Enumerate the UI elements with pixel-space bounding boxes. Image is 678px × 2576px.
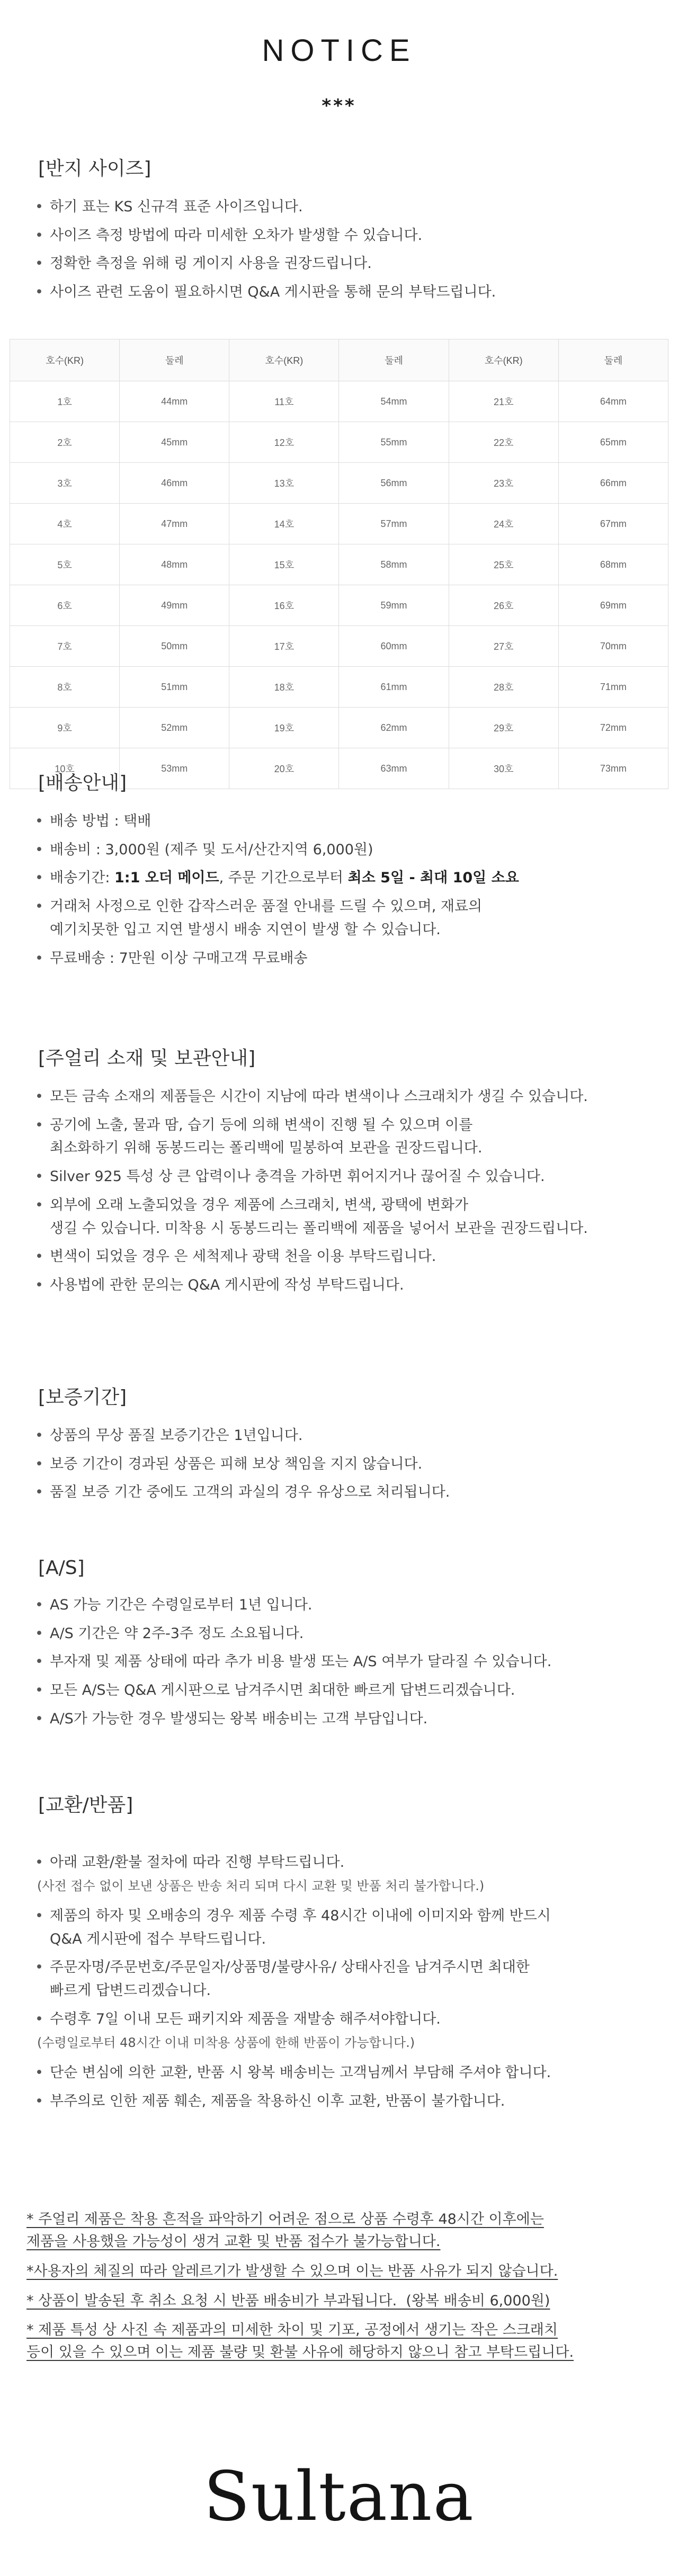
circumference-cell: 48mm: [120, 544, 229, 585]
size-cell: 18호: [229, 667, 339, 708]
delivery-period-mid: , 주문 기간으로부터: [219, 870, 348, 887]
warranty-list: [32, 1424, 657, 1504]
as-list: [32, 1594, 657, 1731]
caution-note-text: * 상품이 발송된 후 취소 요청 시 반품 배송비가 부과됩니다. (왕복 배송비 6,000원): [26, 2292, 550, 2309]
order-made-text: 1:1 오더 메이드: [114, 870, 219, 887]
delivery-period-label: 배송기간:: [50, 870, 115, 887]
size-cell: 12호: [229, 422, 339, 463]
table-row: [10, 504, 668, 544]
circumference-cell: 69mm: [558, 585, 668, 626]
size-cell: 17호: [229, 626, 339, 667]
size-cell: 2호: [10, 422, 120, 463]
circumference-cell: 60mm: [339, 626, 449, 667]
circumference-cell: 52mm: [120, 708, 229, 748]
size-cell: 16호: [229, 585, 339, 626]
brand-logo: Sultana: [203, 2457, 475, 2536]
circumference-cell: 65mm: [558, 422, 668, 463]
circumference-cell: 54mm: [339, 381, 449, 422]
circumference-cell: 53mm: [120, 748, 229, 789]
shipping-heading: [배송안내]: [38, 772, 127, 794]
size-cell: 25호: [449, 544, 558, 585]
circumference-cell: 50mm: [120, 626, 229, 667]
circumference-cell: 73mm: [558, 748, 668, 789]
circumference-cell: 55mm: [339, 422, 449, 463]
size-cell: 20호: [229, 748, 339, 789]
circumference-cell: 62mm: [339, 708, 449, 748]
size-cell: 6호: [10, 585, 120, 626]
column-header: 호수(KR): [229, 339, 339, 381]
table-row: [10, 667, 668, 708]
table-row: [10, 708, 668, 748]
size-cell: 27호: [449, 626, 558, 667]
circumference-cell: 57mm: [339, 504, 449, 544]
table-row: [10, 422, 668, 463]
list-item: • 하기 표는 KS 신규격 표준 사이즈입니다.: [32, 195, 657, 219]
title-ornament: ***: [322, 95, 356, 117]
column-header: 둘레: [339, 339, 449, 381]
size-cell: 26호: [449, 585, 558, 626]
caution-note-text: *사용자의 체질의 따라 알레르기가 발생할 수 있으며 이는 반품 사유가 되지 않습니다.: [26, 2262, 558, 2279]
exchange-list: [32, 1851, 657, 1874]
caution-note: [26, 2319, 652, 2364]
caution-note: [26, 2260, 652, 2283]
circumference-cell: 72mm: [558, 708, 668, 748]
list-item: [32, 866, 657, 890]
exchange-list-continued: [32, 1904, 657, 2031]
exchange-note: (사전 접수 없이 보낸 상품은 반송 처리 되며 다시 교환 및 반품 처리 불가합니다.): [37, 1878, 485, 1893]
circumference-cell: 64mm: [558, 381, 668, 422]
size-cell: 24호: [449, 504, 558, 544]
size-cell: 28호: [449, 667, 558, 708]
jewelry-care-section: [32, 1043, 657, 1302]
exchange-heading: [교환/반품]: [38, 1794, 133, 1816]
table-row: [10, 463, 668, 504]
table-row: [10, 626, 668, 667]
caution-note: [26, 2290, 652, 2312]
circumference-cell: 63mm: [339, 748, 449, 789]
column-header: 둘레: [120, 339, 229, 381]
jewelry-care-heading: [주얼리 소재 및 보관안내]: [38, 1048, 256, 1069]
list-item: • 단순 변심에 의한 교환, 반품 시 왕복 배송비는 고객님께서 부담해 주셔야 합니다.: [32, 2061, 657, 2085]
column-header: 호수(KR): [449, 339, 558, 381]
list-item: • 부주의로 인한 제품 훼손, 제품을 착용하신 이후 교환, 반품이 불가합니다.: [32, 2090, 657, 2113]
size-cell: 30호: [449, 748, 558, 789]
list-item: • 정확한 측정을 위해 링 게이지 사용을 권장드립니다.: [32, 252, 657, 275]
size-cell: 15호: [229, 544, 339, 585]
caution-note-text: * 주얼리 제품은 착용 흔적을 파악하기 어려운 점으로 상품 수령후 48시간 이후에는 제품을 사용했을 가능성이 생겨 교환 및 반품 접수가 불가능합니다.: [26, 2211, 544, 2250]
size-cell: 23호: [449, 463, 558, 504]
list-item: • 제품의 하자 및 오배송의 경우 제품 수령 후 48시간 이내에 이미지와 함께 반드시 Q&A 게시판에 접수 부탁드립니다.: [32, 1904, 657, 1951]
size-cell: 1호: [10, 381, 120, 422]
size-cell: 21호: [449, 381, 558, 422]
list-item: • 부자재 및 제품 상태에 따라 추가 비용 발생 또는 A/S 여부가 달라질 수 있습니다.: [32, 1650, 657, 1674]
circumference-cell: 70mm: [558, 626, 668, 667]
list-item: • 변색이 되었을 경우 은 세척제나 광택 천을 이용 부탁드립니다.: [32, 1245, 657, 1268]
as-heading: [A/S]: [38, 1557, 85, 1579]
exchange-list-end: [32, 2061, 657, 2113]
list-item: • A/S 기간은 약 2주-3주 정도 소요됩니다.: [32, 1622, 657, 1645]
circumference-cell: 59mm: [339, 585, 449, 626]
list-item: • 배송비 : 3,000원 (제주 및 도서/산간지역 6,000원): [32, 838, 657, 862]
list-item: • 거래처 사정으로 인한 갑작스러운 품절 안내를 드릴 수 있으며, 재료의 예기치못한 입고 지연 발생시 배송 지연이 발생 할 수 있습니다.: [32, 895, 657, 941]
caution-note-text: * 제품 특성 상 사진 속 제품과의 미세한 차이 및 기포, 공정에서 생기는 작은 스크래치 등이 있을 수 있으며 이는 제품 불량 및 환불 사유에 해당하지 않으니 참고 부탁드립니다.: [26, 2322, 574, 2361]
circumference-cell: 47mm: [120, 504, 229, 544]
list-item: • AS 가능 기간은 수령일로부터 1년 입니다.: [32, 1594, 657, 1617]
jewelry-care-list: [32, 1085, 657, 1297]
circumference-cell: 56mm: [339, 463, 449, 504]
size-cell: 3호: [10, 463, 120, 504]
column-header: 둘레: [558, 339, 668, 381]
table-row: [10, 381, 668, 422]
circumference-cell: 49mm: [120, 585, 229, 626]
list-item: • 주문자명/주문번호/주문일자/상품명/불량사유/ 상태사진을 남겨주시면 최대한 빠르게 답변드리겠습니다.: [32, 1956, 657, 2002]
ring-size-list: [32, 195, 657, 304]
size-cell: 11호: [229, 381, 339, 422]
list-item: • 외부에 오래 노출되었을 경우 제품에 스크래치, 변색, 광택에 변화가 생길 수 있습니다. 미착용 시 동봉드리는 폴리백에 제품을 넣어서 보관을 권장드립니다.: [32, 1194, 657, 1240]
size-cell: 29호: [449, 708, 558, 748]
table-row: [10, 585, 668, 626]
caution-note: [26, 2208, 652, 2253]
circumference-cell: 44mm: [120, 381, 229, 422]
size-cell: 14호: [229, 504, 339, 544]
size-cell: 8호: [10, 667, 120, 708]
list-item: • 사이즈 관련 도움이 필요하시면 Q&A 게시판을 통해 문의 부탁드립니다.: [32, 281, 657, 304]
ring-size-table: [10, 339, 668, 789]
list-item: • 아래 교환/환불 절차에 따라 진행 부탁드립니다.: [32, 1851, 657, 1874]
warranty-section: [32, 1382, 657, 1509]
size-cell: 19호: [229, 708, 339, 748]
size-cell: 4호: [10, 504, 120, 544]
list-item: • 모든 금속 소재의 제품들은 시간이 지남에 따라 변색이나 스크래치가 생길 수 있습니다.: [32, 1085, 657, 1108]
column-header: 호수(KR): [10, 339, 120, 381]
list-item: • 수령후 7일 이내 모든 패키지와 제품을 재발송 해주셔야합니다.: [32, 2008, 657, 2031]
list-item: • Silver 925 특성 상 큰 압력이나 충격을 가하면 휘어지거나 끊어질 수 있습니다.: [32, 1165, 657, 1188]
caution-notes: [26, 2208, 652, 2371]
delivery-days-text: 최소 5일 - 최대 10일 소요: [347, 870, 519, 887]
circumference-cell: 51mm: [120, 667, 229, 708]
exchange-note: (수령일로부터 48시간 이내 미착용 상품에 한해 반품이 가능합니다.): [37, 2035, 415, 2050]
circumference-cell: 68mm: [558, 544, 668, 585]
circumference-cell: 46mm: [120, 463, 229, 504]
circumference-cell: 61mm: [339, 667, 449, 708]
shipping-list: [32, 810, 657, 970]
ring-size-section: [32, 154, 657, 309]
size-cell: 22호: [449, 422, 558, 463]
circumference-cell: 67mm: [558, 504, 668, 544]
circumference-cell: 58mm: [339, 544, 449, 585]
circumference-cell: 71mm: [558, 667, 668, 708]
circumference-cell: 45mm: [120, 422, 229, 463]
size-cell: 5호: [10, 544, 120, 585]
list-item: • 사용법에 관한 문의는 Q&A 게시판에 작성 부탁드립니다.: [32, 1274, 657, 1297]
size-cell: 13호: [229, 463, 339, 504]
list-item: • A/S가 가능한 경우 발생되는 왕복 배송비는 고객 부담입니다.: [32, 1707, 657, 1731]
shipping-section: [32, 768, 657, 975]
list-item: • 품질 보증 기간 중에도 고객의 과실의 경우 유상으로 처리됩니다.: [32, 1481, 657, 1504]
table-header-row: [10, 339, 668, 381]
ring-size-heading: [반지 사이즈]: [38, 158, 151, 180]
list-item: • 공기에 노출, 물과 땀, 습기 등에 의해 변색이 진행 될 수 있으며 이를 최소화하기 위해 동봉드리는 폴리백에 밀봉하여 보관을 권장드립니다.: [32, 1114, 657, 1160]
list-item: • 보증 기간이 경과된 상품은 피해 보상 책임을 지지 않습니다.: [32, 1453, 657, 1476]
list-item: • 무료배송 : 7만원 이상 구매고객 무료배송: [32, 947, 657, 970]
table-row: [10, 544, 668, 585]
size-cell: 9호: [10, 708, 120, 748]
size-cell: 10호: [10, 748, 120, 789]
list-item: • 사이즈 측정 방법에 따라 미세한 오차가 발생할 수 있습니다.: [32, 224, 657, 247]
as-section: [32, 1557, 657, 1736]
exchange-section: [32, 1790, 657, 2118]
warranty-heading: [보증기간]: [38, 1387, 127, 1408]
list-item: • 상품의 무상 품질 보증기간은 1년입니다.: [32, 1424, 657, 1447]
page-title: NOTICE: [262, 33, 416, 68]
circumference-cell: 66mm: [558, 463, 668, 504]
list-item: • 모든 A/S는 Q&A 게시판으로 남겨주시면 최대한 빠르게 답변드리겠습니다.: [32, 1679, 657, 1702]
list-item: • 배송 방법 : 택배: [32, 810, 657, 833]
size-cell: 7호: [10, 626, 120, 667]
